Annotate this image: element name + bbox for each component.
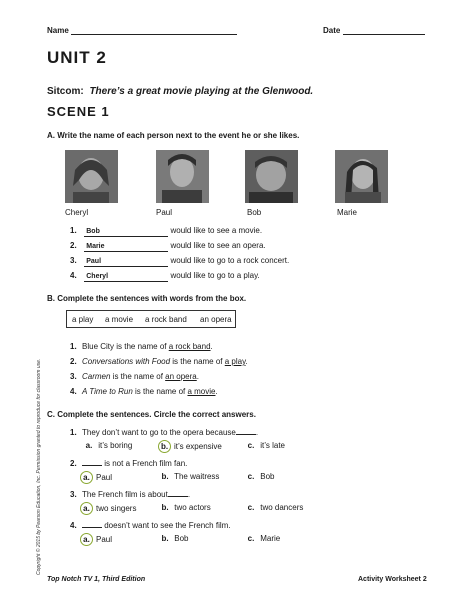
option-a-circled: a. Paul <box>80 471 112 484</box>
unit-title: UNIT 2 <box>47 48 107 67</box>
question-blank <box>168 488 188 497</box>
question-blank <box>236 426 256 435</box>
answer-blank: Bob <box>84 227 168 237</box>
section-b-instruction: B. Complete the sentences with words from the box. <box>47 294 247 303</box>
option-c: c. Bob <box>247 472 275 481</box>
marie-photo <box>335 150 388 203</box>
option-a-circled: a. Paul <box>80 533 112 546</box>
sitcom-label: Sitcom: <box>47 86 84 97</box>
answer-circle: a. <box>80 471 93 484</box>
box-word: an opera <box>200 315 232 324</box>
answer-underlined: an opera <box>165 372 197 381</box>
footer-left: Top Notch TV 1, Third Edition <box>47 576 146 583</box>
person-label-cheryl: Cheryl <box>65 208 89 217</box>
section-b-item: 3. Carmen is the name of an opera. <box>70 372 199 381</box>
answer-circle: b. <box>158 440 171 453</box>
answer-blank: Marie <box>84 242 168 252</box>
section-b-item: 1. Blue City is the name of a rock band. <box>70 342 213 351</box>
section-a-item: 2. Marie would like to see an opera. <box>70 241 266 250</box>
sitcom-title: There’s a great movie playing at the Glenwood. <box>89 86 314 97</box>
person-label-paul: Paul <box>156 208 173 217</box>
section-c-question: 1. They don’t want to go to the opera because . <box>70 428 259 437</box>
option-b-circled: b. it’s expensive <box>158 440 222 453</box>
section-b-item: 4. A Time to Run is the name of a movie. <box>70 387 218 396</box>
section-a-item: 4. Cheryl would like to go to a play. <box>70 271 260 280</box>
box-word: a play <box>72 315 94 324</box>
person-label-bob: Bob <box>247 208 262 217</box>
date-label: Date <box>323 26 341 35</box>
answer-underlined: a rock band <box>168 342 211 351</box>
name-line <box>71 34 237 35</box>
answer-blank: Paul <box>84 257 168 267</box>
answer-underlined: a play <box>224 357 246 366</box>
section-c-instruction: C. Complete the sentences. Circle the correct answers. <box>47 410 256 419</box>
option-b: b. two actors <box>161 503 211 512</box>
sitcom-line <box>47 86 313 97</box>
answer-circle: a. <box>80 502 93 515</box>
option-b: b. The waitress <box>161 472 220 481</box>
answer-blank: Cheryl <box>84 272 168 282</box>
copyright-notice: Copyright © 2015 by Pearson Education, Inc. Permission granted to reproduce for classroom use. <box>36 358 42 575</box>
name-label: Name <box>47 26 69 35</box>
section-a-item: 1. Bob would like to see a movie. <box>70 226 263 235</box>
section-a-item: 3. Paul would like to go to a rock concert. <box>70 256 290 265</box>
date-field <box>323 26 425 35</box>
paul-photo <box>156 150 209 203</box>
box-word: a movie <box>105 315 134 324</box>
box-word: a rock band <box>145 315 187 324</box>
answer-underlined: a movie <box>187 387 216 396</box>
question-blank <box>82 457 102 466</box>
section-c-question: 4. doesn’t want to see the French film. <box>70 521 231 530</box>
option-b: b. Bob <box>161 534 189 543</box>
person-label-marie: Marie <box>337 208 358 217</box>
option-a: a. it’s boring <box>85 441 133 450</box>
option-a-circled: a. two singers <box>80 502 136 515</box>
option-c: c. Marie <box>247 534 281 543</box>
word-box <box>66 310 236 328</box>
section-c-question: 2. is not a French film fan. <box>70 459 188 468</box>
footer-right: Activity Worksheet 2 <box>358 576 427 583</box>
answer-circle: a. <box>80 533 93 546</box>
name-field <box>47 26 237 35</box>
section-b-item: 2. Conversations with Food is the name of a play. <box>70 357 248 366</box>
bob-photo <box>245 150 298 203</box>
option-c: c. it’s late <box>247 441 285 450</box>
option-c: c. two dancers <box>247 503 304 512</box>
scene-title: SCENE 1 <box>47 104 110 119</box>
section-a-instruction: A. Write the name of each person next to the event he or she likes. <box>47 131 300 140</box>
date-line <box>343 34 425 35</box>
section-c-question: 3. The French film is about . <box>70 490 191 499</box>
cheryl-photo <box>65 150 118 203</box>
question-blank <box>82 519 102 528</box>
